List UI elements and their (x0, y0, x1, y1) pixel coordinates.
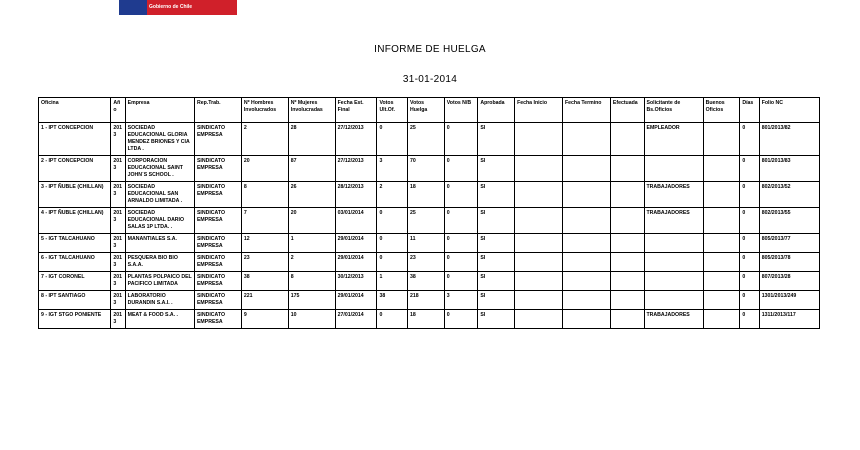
table-header (39, 98, 820, 123)
table-cell: 801/2013/83 (759, 156, 819, 182)
table-cell: 9 (241, 310, 288, 329)
table-cell: 805/2013/78 (759, 253, 819, 272)
report-title: INFORME DE HUELGA (374, 44, 486, 55)
column-header: Votos N/B (444, 98, 478, 123)
header-row (39, 98, 820, 123)
table-cell: 0 (444, 253, 478, 272)
table-cell: 3 - IPT ÑUBLE (CHILLAN) (39, 182, 111, 208)
table-cell: SOCIEDAD EDUCACIONAL GLORIA MENDEZ BRIONES Y CIA LTDA . (125, 123, 194, 156)
table-cell (562, 234, 610, 253)
report-date: 31-01-2014 (402, 74, 458, 85)
table-cell: 29/01/2014 (335, 253, 377, 272)
column-header: Oficina (39, 98, 111, 123)
table-row (39, 310, 820, 329)
table-cell: SINDICATO EMPRESA (194, 208, 241, 234)
table-cell: 1 (288, 234, 335, 253)
table-cell (703, 310, 740, 329)
table-cell: 2 (241, 123, 288, 156)
table-cell (644, 253, 703, 272)
table-cell: 0 (444, 156, 478, 182)
table-cell: 807/2013/28 (759, 272, 819, 291)
table-cell (703, 253, 740, 272)
table-cell: 28 (288, 123, 335, 156)
logo-text: Gobierno de Chile (149, 4, 193, 10)
table-cell: PLANTAS POLPAICO DEL PACIFICO LIMITADA (125, 272, 194, 291)
table-cell: 0 (740, 272, 759, 291)
table-cell (610, 234, 644, 253)
table-cell: SINDICATO EMPRESA (194, 234, 241, 253)
table-cell (515, 123, 563, 156)
table-cell (644, 156, 703, 182)
table-cell (515, 291, 563, 310)
table-cell: 29/01/2014 (335, 234, 377, 253)
table-cell: SI (478, 156, 515, 182)
table-cell: 8 - IPT SANTIAGO (39, 291, 111, 310)
table-cell: 0 (740, 182, 759, 208)
table-cell: 18 (408, 182, 445, 208)
table-cell: 2013 (111, 182, 125, 208)
table-cell: SINDICATO EMPRESA (194, 310, 241, 329)
table-cell: 802/2013/55 (759, 208, 819, 234)
table-cell: 25 (408, 123, 445, 156)
table-cell: 0 (444, 234, 478, 253)
table-cell (515, 208, 563, 234)
table-cell: 11 (408, 234, 445, 253)
table-cell: PESQUERA BIO BIO S.A.A. (125, 253, 194, 272)
table-row (39, 208, 820, 234)
table-cell: 20 (288, 208, 335, 234)
table-cell: SI (478, 253, 515, 272)
table-cell (610, 208, 644, 234)
table-cell: SINDICATO EMPRESA (194, 272, 241, 291)
table-cell (610, 291, 644, 310)
table-cell: LABORATORIO DURANDIN S.A.I. . (125, 291, 194, 310)
table-cell: 23 (408, 253, 445, 272)
table-cell (562, 156, 610, 182)
table-cell: 2 (377, 182, 408, 208)
table-cell: 7 (241, 208, 288, 234)
table-cell: 0 (377, 208, 408, 234)
table-cell: 87 (288, 156, 335, 182)
table-cell: SI (478, 182, 515, 208)
table-cell: 38 (377, 291, 408, 310)
table-cell: 2013 (111, 272, 125, 291)
table-cell: 0 (444, 272, 478, 291)
table-cell: 218 (408, 291, 445, 310)
table-cell: 0 (444, 310, 478, 329)
table-cell: 27/01/2014 (335, 310, 377, 329)
table-cell (703, 182, 740, 208)
table-cell (703, 123, 740, 156)
column-header: Solicitante de Bs.Oficios (644, 98, 703, 123)
column-header: Año (111, 98, 125, 123)
government-logo (119, 0, 237, 15)
table-cell: SOCIEDAD EDUCACIONAL DARIO SALAS 1P LTDA. . (125, 208, 194, 234)
table-cell: 1311/2013/117 (759, 310, 819, 329)
table-cell: 70 (408, 156, 445, 182)
table-cell: 27/12/2013 (335, 156, 377, 182)
table-cell (562, 182, 610, 208)
table-cell (610, 253, 644, 272)
table-cell: 0 (377, 310, 408, 329)
table-cell: SOCIEDAD EDUCACIONAL SAN ARNALDO LIMITADA . (125, 182, 194, 208)
table-cell: 0 (740, 253, 759, 272)
table-cell (703, 272, 740, 291)
table-cell: 1 (377, 272, 408, 291)
column-header: Días (740, 98, 759, 123)
table-cell: MEAT & FOOD S.A. . (125, 310, 194, 329)
table-cell: 3 (444, 291, 478, 310)
table-cell: 0 (740, 123, 759, 156)
table-cell: 1 - IPT CONCEPCION (39, 123, 111, 156)
column-header: Fecha Inicio (515, 98, 563, 123)
table-cell: 801/2013/82 (759, 123, 819, 156)
table-cell: SI (478, 234, 515, 253)
table-cell: 8 (241, 182, 288, 208)
table-row (39, 272, 820, 291)
column-header: Folio NC (759, 98, 819, 123)
table-cell: EMPLEADOR (644, 123, 703, 156)
table-cell: SINDICATO EMPRESA (194, 182, 241, 208)
table-cell: 805/2013/77 (759, 234, 819, 253)
table-cell: SINDICATO EMPRESA (194, 253, 241, 272)
table-cell (610, 123, 644, 156)
table-cell: 0 (740, 310, 759, 329)
table-cell (515, 272, 563, 291)
table-cell (703, 208, 740, 234)
table-cell: 0 (377, 234, 408, 253)
table-cell: TRABAJADORES (644, 310, 703, 329)
table-cell: 2013 (111, 291, 125, 310)
table-cell: 0 (444, 123, 478, 156)
table-cell: 4 - IPT ÑUBLE (CHILLAN) (39, 208, 111, 234)
table-cell (610, 310, 644, 329)
table-cell (515, 234, 563, 253)
table-cell: 175 (288, 291, 335, 310)
table-cell (515, 182, 563, 208)
table-row (39, 291, 820, 310)
table-cell: 221 (241, 291, 288, 310)
table-cell: TRABAJADORES (644, 182, 703, 208)
table-cell: 2013 (111, 234, 125, 253)
table-cell: 8 (288, 272, 335, 291)
table-cell: 7 - IGT CORONEL (39, 272, 111, 291)
table-row (39, 123, 820, 156)
column-header: Votos Huelga (408, 98, 445, 123)
table-row (39, 234, 820, 253)
table-cell (610, 182, 644, 208)
table-cell: SI (478, 310, 515, 329)
table-cell: 25 (408, 208, 445, 234)
table-cell (610, 156, 644, 182)
table-cell: MANANTIALES S.A. (125, 234, 194, 253)
column-header: Nº Hombres Involucrados (241, 98, 288, 123)
table-cell (644, 272, 703, 291)
table-cell: SINDICATO EMPRESA (194, 156, 241, 182)
column-header: Votos Ult.Of. (377, 98, 408, 123)
table-cell: 3 (377, 156, 408, 182)
table-cell: 2013 (111, 208, 125, 234)
table-cell: CORPORACION EDUCACIONAL SAINT JOHN´S SCHOOL . (125, 156, 194, 182)
column-header: Fecha Termino (562, 98, 610, 123)
table-cell (703, 156, 740, 182)
table-cell: 18 (408, 310, 445, 329)
table-cell (562, 272, 610, 291)
table-cell: 2 - IPT CONCEPCION (39, 156, 111, 182)
table-cell: 5 - IGT TALCAHUANO (39, 234, 111, 253)
table-cell (515, 253, 563, 272)
table-cell: 12 (241, 234, 288, 253)
table-row (39, 182, 820, 208)
table-cell (515, 310, 563, 329)
table-cell: 29/01/2014 (335, 291, 377, 310)
table-cell: 0 (740, 156, 759, 182)
table-cell: 2013 (111, 156, 125, 182)
table-cell: 9 - IGT STGO PONIENTE (39, 310, 111, 329)
table-cell: 0 (740, 234, 759, 253)
table-cell: 1301/2013/249 (759, 291, 819, 310)
table-cell (515, 156, 563, 182)
table-cell: SI (478, 272, 515, 291)
table-cell: 0 (377, 253, 408, 272)
table-cell: SINDICATO EMPRESA (194, 123, 241, 156)
table-cell: 03/01/2014 (335, 208, 377, 234)
column-header: Rep.Trab. (194, 98, 241, 123)
table-cell: 26 (288, 182, 335, 208)
table-cell: 28/12/2013 (335, 182, 377, 208)
table-cell (562, 123, 610, 156)
table-cell (644, 234, 703, 253)
column-header: Efectuada (610, 98, 644, 123)
table-cell: SI (478, 208, 515, 234)
column-header: Aprobada (478, 98, 515, 123)
table-cell: 38 (241, 272, 288, 291)
table-body (39, 123, 820, 329)
table-cell: SI (478, 291, 515, 310)
column-header: Buenos Oficios (703, 98, 740, 123)
table-row (39, 253, 820, 272)
logo-blue-block (119, 0, 147, 15)
table-cell (562, 208, 610, 234)
table-cell: 20 (241, 156, 288, 182)
table-cell: 2013 (111, 123, 125, 156)
table-cell: 6 - IGT TALCAHUANO (39, 253, 111, 272)
table-cell: 0 (444, 208, 478, 234)
table-cell: 23 (241, 253, 288, 272)
table-cell: 10 (288, 310, 335, 329)
table-cell: 2 (288, 253, 335, 272)
table-cell: 30/12/2013 (335, 272, 377, 291)
table-cell: 0 (740, 291, 759, 310)
table-cell (562, 291, 610, 310)
table-cell: 2013 (111, 310, 125, 329)
table-cell: 0 (740, 208, 759, 234)
table-cell: 0 (444, 182, 478, 208)
strike-report-table (38, 97, 820, 329)
column-header: Nº Mujeres Involucradas (288, 98, 335, 123)
table-cell: 802/2013/52 (759, 182, 819, 208)
table-cell: 0 (377, 123, 408, 156)
table-cell (703, 234, 740, 253)
table-cell (610, 272, 644, 291)
table-cell (562, 310, 610, 329)
column-header: Fecha Est. Final (335, 98, 377, 123)
table-cell (644, 291, 703, 310)
table-cell: TRABAJADORES (644, 208, 703, 234)
table-cell: SINDICATO EMPRESA (194, 291, 241, 310)
table-cell: 38 (408, 272, 445, 291)
table-row (39, 156, 820, 182)
table-cell (703, 291, 740, 310)
table-cell: 2013 (111, 253, 125, 272)
table-cell (562, 253, 610, 272)
table-cell: SI (478, 123, 515, 156)
column-header: Empresa (125, 98, 194, 123)
table-cell: 27/12/2013 (335, 123, 377, 156)
